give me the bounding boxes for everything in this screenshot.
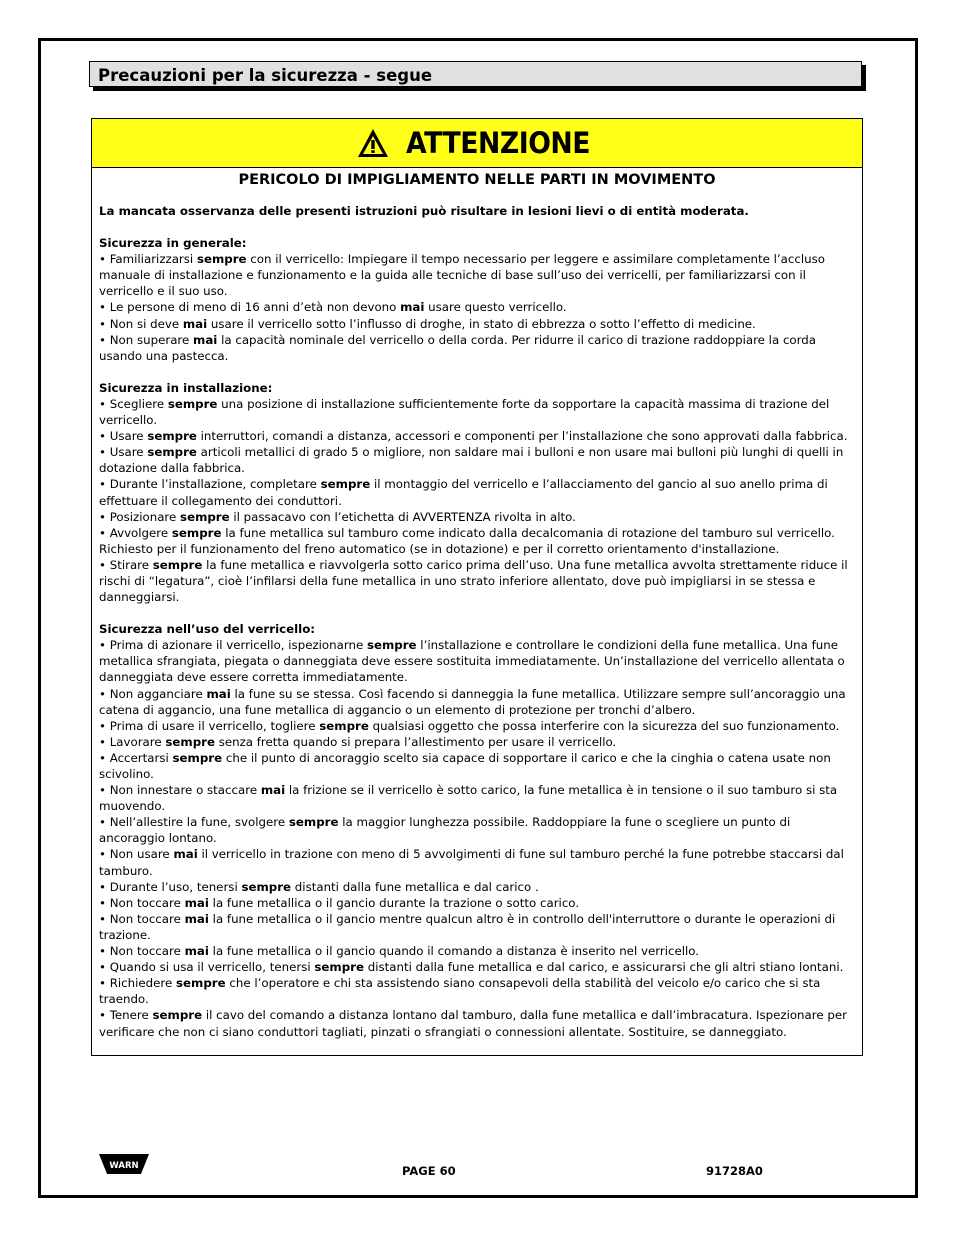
emphasis-word: mai	[260, 783, 286, 798]
item-text: • Nell’allestire la fune, svolgere	[99, 815, 289, 830]
item-text: • Durante l’uso, tenersi	[99, 879, 242, 894]
emphasis-word: sempre	[314, 960, 364, 975]
emphasis-word: sempre	[171, 525, 222, 540]
item-text: • Prima di usare il verricello, togliere	[99, 718, 320, 733]
list-item	[99, 911, 849, 943]
list-item	[99, 975, 849, 1007]
emphasis-word: sempre	[180, 509, 230, 524]
item-text: distanti dalla fune metallica e dal carico .	[291, 879, 539, 894]
list-item	[99, 557, 849, 605]
list-item	[99, 444, 849, 476]
list-item	[99, 476, 849, 508]
item-text: • Avvolgere	[99, 525, 172, 540]
item-text: senza fretta quando si prepara l’allestimento per usare il verricello.	[214, 734, 617, 749]
item-text: che il punto di ancoraggio scelto sia capace di sopportare il carico e che la cinghia o catena usate non scivolino.	[99, 750, 831, 781]
emphasis-word: sempre	[288, 815, 339, 830]
list-item	[99, 718, 849, 734]
emphasis-word: sempre	[241, 879, 292, 894]
emphasis-word: sempre	[152, 557, 203, 572]
item-text: • Familiarizzarsi	[99, 252, 197, 267]
item-text: interruttori, comandi a distanza, accessori e componenti per l’installazione che sono approvati dalla fabbrica.	[196, 429, 848, 444]
list-item	[99, 782, 849, 814]
list-item	[99, 686, 849, 718]
emphasis-word: sempre	[366, 638, 417, 653]
item-text: • Stirare	[99, 557, 153, 572]
list-item	[99, 396, 849, 428]
page-number: PAGE 60	[402, 1164, 456, 1178]
item-text: • Non innestare o staccare	[99, 783, 261, 798]
item-text: • Posizionare	[99, 509, 181, 524]
list-item	[99, 846, 849, 878]
list-item	[99, 943, 849, 959]
item-text: • Scegliere	[99, 396, 168, 411]
section-title: Sicurezza nell’uso del verricello:	[99, 622, 316, 637]
emphasis-word: sempre	[152, 1008, 203, 1023]
warning-triangle-icon	[356, 127, 390, 159]
item-text: la capacità nominale del verricello o della corda. Per ridurre il carico di trazione raddoppiare la corda usando una pastecca.	[99, 332, 817, 363]
item-text: • Non agganciare	[99, 686, 207, 701]
emphasis-word: mai	[182, 316, 208, 331]
list-item	[99, 332, 849, 364]
item-text: • Non toccare	[99, 944, 185, 959]
emphasis-word: sempre	[172, 750, 223, 765]
item-text: il verricello in trazione con meno di 5 avvolgimenti di fune sul tamburo perché la fune potrebbe staccarsi dal tamburo.	[99, 847, 844, 878]
emphasis-word: mai	[193, 332, 218, 347]
list-item	[99, 637, 849, 685]
item-text: il cavo del comando a distanza lontano dal tamburo, dalla fune metallica e dall’imbracatura. Ispezionare per verificare che non ci siano conduttori tagliati, pinzati o sfrangiati o connessioni allentate. Sostituire, se danneggiato.	[99, 1008, 847, 1039]
section-title: Sicurezza in generale:	[99, 236, 247, 251]
list-item	[99, 750, 849, 782]
item-text: distanti dalla fune metallica e dal carico, e assicurarsi che gli altri stiano lontani.	[363, 960, 844, 975]
list-item	[99, 316, 849, 332]
warning-title: ATTENZIONE	[405, 126, 591, 160]
item-text: la fune metallica o il gancio quando il comando a distanza è inserito nel verricello.	[208, 944, 700, 959]
item-text: • Non superare	[99, 332, 194, 347]
emphasis-word: sempre	[320, 477, 371, 492]
item-text: • Non usare	[99, 847, 174, 862]
item-text: che l’operatore e chi sta assistendo siano consapevoli della stabilità del veicolo e/o carico che si sta traendo.	[99, 976, 821, 1007]
list-item	[99, 428, 849, 444]
emphasis-word: mai	[206, 686, 231, 701]
item-text: una posizione di installazione sufficientemente forte da sopportare la capacità massima di trazione del verricello.	[99, 396, 830, 428]
item-text: • Usare	[99, 445, 148, 460]
emphasis-word: sempre	[147, 445, 197, 460]
warning-box	[91, 118, 863, 1056]
item-text: • Prima di azionare il verricello, ispezionarne	[99, 638, 367, 653]
item-text: usare questo verricello.	[424, 300, 567, 315]
item-text: • Non si deve	[99, 316, 183, 331]
item-text: • Durante l’installazione, completare	[99, 477, 321, 492]
emphasis-word: mai	[184, 895, 209, 910]
list-item	[99, 299, 849, 315]
emphasis-word: sempre	[147, 429, 197, 444]
list-item	[99, 251, 849, 299]
emphasis-word: mai	[400, 300, 425, 315]
warning-content	[99, 203, 849, 1040]
item-text: la fune metallica e riavvolgerla sotto carico prima dell’uso. Una fune metallica avvolta strettamente riduce il rischi di “legatura”, cioè l’infilarsi della fune metallica in uno strato inferiore allentato, dove può impigliarsi in se stessa e danneggiarsi.	[99, 557, 848, 605]
item-text: • Lavorare	[99, 734, 166, 749]
item-text: • Tenere	[99, 1008, 153, 1023]
emphasis-word: sempre	[167, 396, 218, 411]
list-item	[99, 959, 849, 975]
section-header: Precauzioni per la sicurezza - segue	[89, 61, 862, 87]
item-text: la fune metallica o il gancio durante la trazione o sotto carico.	[208, 895, 580, 910]
item-text: la frizione se il verricello è sotto carico, la fune metallica è in tensione o il suo tamburo si sta muovendo.	[99, 783, 838, 814]
document-code: 91728A0	[706, 1164, 763, 1178]
item-text: il montaggio del verricello e l’allacciamento del gancio al suo anello prima di effettuare il collegamento dei conduttori.	[99, 477, 828, 508]
item-text: usare il verricello sotto l’influsso di droghe, in stato di ebbrezza o sotto l’effetto di medicine.	[207, 316, 756, 331]
emphasis-word: sempre	[176, 976, 226, 991]
item-text: • Richiedere	[99, 976, 177, 991]
item-text: • Quando si usa il verricello, tenersi	[99, 960, 315, 975]
item-text: la fune su se stessa. Così facendo si danneggia la fune metallica. Utilizzare sempre sull’ancoraggio una catena di aggancio, una fune metallica di aggancio o un elemento di protezione per tronchi d’albero.	[99, 686, 846, 717]
emphasis-word: sempre	[196, 252, 247, 267]
item-text: • Usare	[99, 429, 148, 444]
warning-intro: La mancata osservanza delle presenti istruzioni può risultare in lesioni lievi o di entità moderata.	[99, 204, 749, 218]
item-text: • Accertarsi	[99, 750, 173, 765]
item-text: con il verricello: Impiegare il tempo necessario per leggere e assimilare completamente l’accluso manuale di installazione e funzionamento e la guida alle tecniche di base sull’uso dei verricelli, per familiarizzarsi con il verricello e il suo uso.	[99, 252, 825, 299]
item-text: la fune metallica o il gancio mentre qualcun altro è in controllo dell'interruttore o durante le operazioni di trazione.	[99, 911, 836, 942]
list-item	[99, 1007, 849, 1039]
warn-logo-text: WARN	[109, 1161, 139, 1171]
item-text: l’installazione e controllare le condizioni della fune metallica. Una fune metallica sfrangiata, piegata o danneggiata deve essere sostituita immediatamente. Un’installazione del verricello allentata o danneggiata deve essere corretta immediatamente.	[99, 638, 845, 685]
emphasis-word: sempre	[165, 734, 215, 749]
section-title: Sicurezza in installazione:	[99, 380, 273, 395]
hazard-title: PERICOLO DI IMPIGLIAMENTO NELLE PARTI IN MOVIMENTO	[238, 172, 716, 188]
item-text: la maggior lunghezza possibile. Raddoppiare la fune o scegliere un punto di ancoraggio lontano.	[99, 815, 791, 846]
emphasis-word: sempre	[319, 718, 369, 733]
item-text: • Non toccare	[99, 895, 185, 910]
item-text: qualsiasi oggetto che possa interferire con la sicurezza del suo funzionamento.	[368, 718, 840, 733]
item-text: il passacavo con l’etichetta di AVVERTENZA rivolta in alto.	[229, 509, 576, 524]
emphasis-word: mai	[184, 911, 209, 926]
item-text: • Non toccare	[99, 911, 185, 926]
list-item	[99, 814, 849, 846]
emphasis-word: mai	[173, 847, 198, 862]
item-text: articoli metallici di grado 5 o migliore, non saldare mai i bulloni e non usare mai bulloni più lunghi di quelli in dotazione dalla fabbrica.	[99, 445, 844, 476]
list-item	[99, 525, 849, 557]
list-item	[99, 509, 849, 525]
list-item	[99, 734, 849, 750]
list-item	[99, 879, 849, 895]
item-text: • Le persone di meno di 16 anni d’età non devono	[99, 300, 401, 315]
item-text: la fune metallica sul tamburo come indicato dalla decalcomania di rotazione del tamburo sul verricello. Richiesto per il funzionamento del freno automatico (se in dotazione) e per il corretto orientamento d'installazione.	[99, 525, 835, 556]
list-item	[99, 895, 849, 911]
warning-banner	[92, 119, 862, 168]
emphasis-word: mai	[184, 944, 209, 959]
warn-logo	[99, 1153, 149, 1175]
